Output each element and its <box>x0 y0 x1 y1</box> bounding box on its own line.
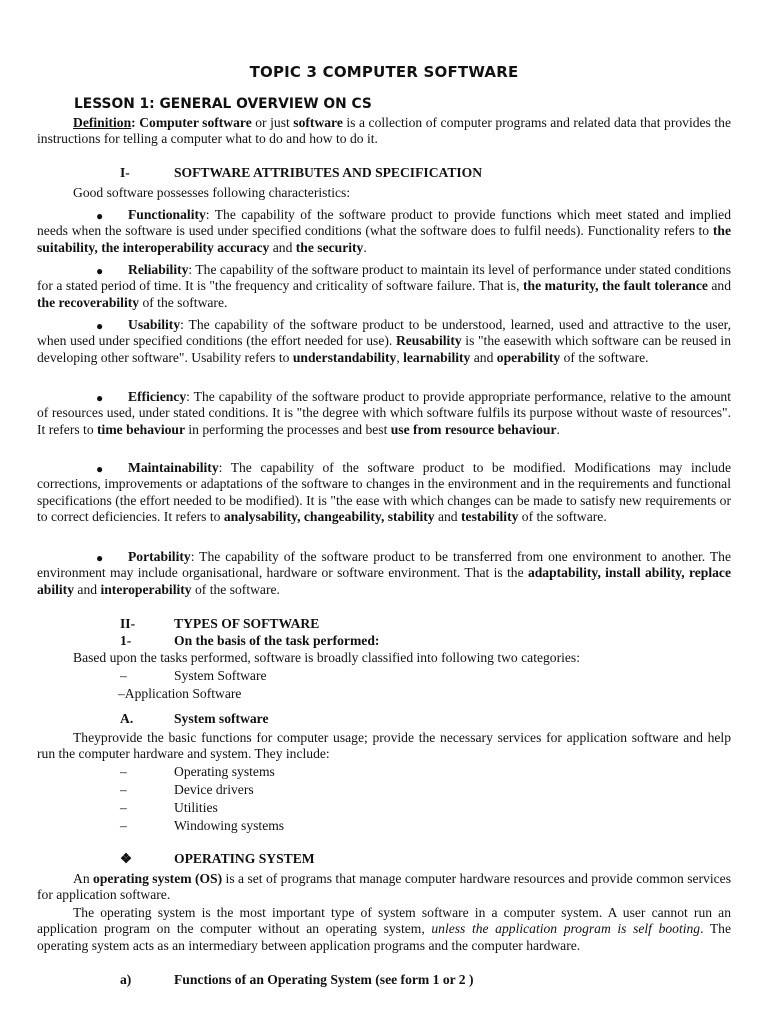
os-paragraph-1: An operating system (OS) is a set of programs that manage computer hardware resources and provide common services for application software. <box>37 871 731 903</box>
definition-label: Definition <box>73 115 132 130</box>
section2-heading: TYPES OF SOFTWARE <box>174 616 320 631</box>
bullet-efficiency: Efficiency: The capability of the software product to provide appropriate performance, relative to the amount of resources used, under stated conditions. It is "the degree with which software fulfils its purpose without waste of resources". It refers to time behaviour in performing the processes and best use from resource behaviour. <box>37 389 731 437</box>
page-title: TOPIC 3 COMPUTER SOFTWARE <box>249 63 519 81</box>
dash-marker: – <box>120 782 127 797</box>
dash-marker: – <box>120 818 127 833</box>
lesson-heading: LESSON 1: GENERAL OVERVIEW ON CS <box>74 96 372 112</box>
section2-sub-number: 1- <box>120 633 132 648</box>
bullet-portability: Portability: The capability of the software product to be transferred from one environment to another. The environment may include organisational, hardware or software environment. That is the adaptability, install ability, replace ability and interoperability of the software. <box>37 549 731 597</box>
list-item: Utilities <box>174 800 218 815</box>
functions-number: a) <box>120 972 132 987</box>
bullet-icon: ● <box>96 551 104 565</box>
section2-sub-heading: On the basis of the task performed: <box>174 633 380 648</box>
sectionA-heading: System software <box>174 711 269 726</box>
bullet-reliability: Reliability: The capability of the software product to maintain its level of performance under stated conditions for a stated period of time. It is "the frequency and criticality of software failure. That is, the maturity, the fault tolerance and the recoverability of the software. <box>37 262 732 310</box>
section1-intro: Good software possesses following characteristics: <box>73 185 351 200</box>
diamond-bullet-icon: ❖ <box>120 851 133 866</box>
bullet-icon: ● <box>96 462 104 476</box>
bullet-icon: ● <box>96 264 104 278</box>
list-item: Device drivers <box>174 782 254 797</box>
section1-number: I- <box>120 165 130 180</box>
os-heading: OPERATING SYSTEM <box>174 851 315 866</box>
list-item: Operating systems <box>174 764 275 779</box>
bullet-usability: Usability: The capability of the software product to be understood, learned, used and attractive to the user, when used under specified conditions (the effort needed for use). Reusability is "the easewith which software can be reused in developing other software". Usability refers to understandability, learnability and operability of the software. <box>37 317 732 365</box>
section1-heading: SOFTWARE ATTRIBUTES AND SPECIFICATION <box>174 165 483 180</box>
section2-number: II- <box>120 616 136 631</box>
definition-paragraph: Definition: Computer software or just software is a collection of computer programs and related data that provides the instructions for telling a computer what to do and how to do it. <box>37 115 731 147</box>
dash-marker: – <box>120 668 127 683</box>
bullet-icon: ● <box>96 391 104 405</box>
sectionA-paragraph: Theyprovide the basic functions for computer usage; provide the necessary services for application software and help run the computer hardware and system. They include: <box>37 730 731 762</box>
category-system-software: System Software <box>174 668 267 683</box>
dash-marker: – <box>120 800 127 815</box>
bullet-icon: ● <box>96 319 104 333</box>
bullet-icon: ● <box>96 209 104 223</box>
list-item: Windowing systems <box>174 818 285 833</box>
category-application-software: –Application Software <box>118 686 242 701</box>
bullet-maintainability: Maintainability: The capability of the software product to be modified. Modifications may include corrections, improvements or adaptations of the software to changes in the environment and in the requirements and functional specifications (the effort needed to be modified). It is "the ease with which changes can be made to satisfy new requirements or to correct deficiencies. It refers to analysability, changeability, stability and testability of the software. <box>37 460 731 525</box>
sectionA-number: A. <box>120 711 134 726</box>
bullet-functionality: Functionality: The capability of the software product to provide functions which meet stated and implied needs when the software is used under specified conditions (what the software does to fulfil needs). Functionality refers to the suitability, the interoperability accuracy and the security. <box>37 207 731 255</box>
os-paragraph-2: The operating system is the most important type of system software in a computer system. A user cannot run an application program on the computer without an operating system, unless the application program is self booting. The operating system acts as an intermediary between application programs and the computer hardware. <box>37 905 732 953</box>
dash-marker: – <box>120 764 127 779</box>
section2-intro: Based upon the tasks performed, software is broadly classified into following two categories: <box>73 650 580 665</box>
functions-heading: Functions of an Operating System (see form 1 or 2 ) <box>174 972 474 987</box>
